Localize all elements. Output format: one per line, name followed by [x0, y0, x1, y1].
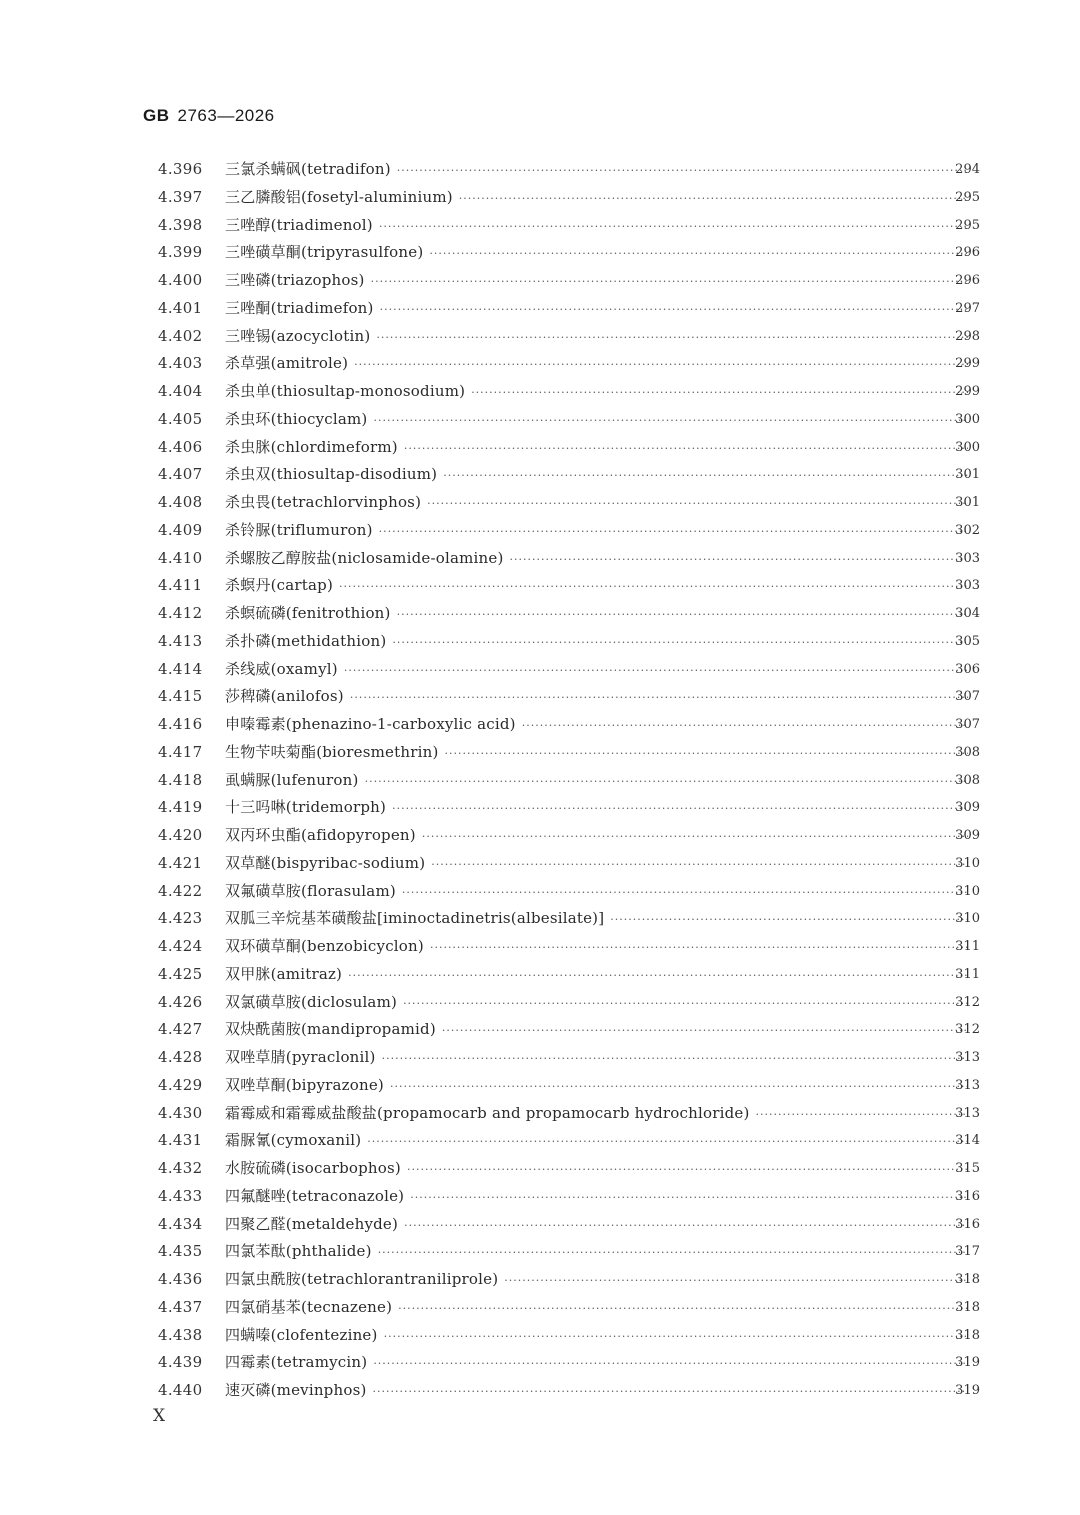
toc-entry-number: 4.408	[158, 493, 203, 511]
toc-entry-title: 双氟磺草胺(florasulam)	[225, 881, 396, 900]
toc-entry-number: 4.402	[158, 326, 203, 345]
toc-entry-title-group	[225, 878, 968, 907]
toc-entry-page: 304	[955, 606, 980, 621]
toc-entry[interactable]	[0, 212, 1080, 240]
toc-entry-number: 4.405	[158, 409, 203, 428]
toc-entry[interactable]	[0, 989, 1080, 1017]
toc-dot-leader	[397, 601, 968, 629]
toc-entry-title: 三乙膦酸铝(fosetyl-aluminium)	[225, 187, 453, 206]
toc-dot-leader	[422, 823, 968, 851]
toc-entry-title: 霜霉威和霜霉威盐酸盐(propamocarb and propamocarb hydrochloride)	[225, 1103, 750, 1122]
toc-entry-title: 生物苄呋菊酯(bioresmethrin)	[225, 742, 439, 761]
toc-entry-number: 4.417	[158, 742, 203, 761]
toc-entry-number: 4.420	[158, 826, 203, 844]
toc-dot-leader	[376, 324, 968, 352]
toc-entry-number: 4.439	[158, 1353, 203, 1372]
toc-entry-title: 霜脲氰(cymoxanil)	[225, 1131, 362, 1150]
toc-entry[interactable]	[0, 1072, 1080, 1100]
page-number: X	[153, 1406, 166, 1426]
toc-entry-title-group	[225, 600, 968, 629]
toc-entry[interactable]	[0, 517, 1080, 545]
toc-entry-title-group	[225, 267, 968, 296]
toc-entry-number: 4.440	[158, 1381, 203, 1399]
toc-entry[interactable]	[0, 628, 1080, 656]
toc-entry-title: 双胍三辛烷基苯磺酸盐[iminoctadinetris(albesilate)]	[225, 909, 605, 928]
toc-entry-title: 十三吗啉(tridemorph)	[225, 798, 387, 817]
toc-dot-leader	[610, 906, 968, 934]
toc-entry[interactable]	[0, 850, 1080, 878]
toc-entry-number: 4.400	[158, 271, 203, 289]
toc-entry-number: 4.427	[158, 1020, 203, 1039]
toc-entry-number: 4.429	[158, 1075, 203, 1094]
toc-entry-page: 299	[955, 356, 980, 372]
toc-entry-page: 295	[955, 217, 980, 233]
toc-entry-page: 306	[955, 661, 980, 677]
toc-entry-title-group	[225, 295, 968, 324]
toc-entry[interactable]	[0, 794, 1080, 822]
toc-entry-title-group	[225, 905, 968, 934]
toc-entry-number: 4.398	[158, 215, 203, 234]
toc-entry-title-group	[225, 184, 968, 213]
toc-entry-title-group	[225, 1044, 968, 1073]
toc-entry-title: 四氯苯酞(phthalide)	[225, 1242, 372, 1261]
toc-entry-number: 4.414	[158, 659, 203, 678]
toc-entry-title-group	[225, 933, 968, 962]
toc-entry-page: 297	[955, 300, 980, 316]
toc-entry[interactable]	[0, 406, 1080, 434]
toc-entry-number: 4.428	[158, 1048, 203, 1066]
toc-dot-leader	[443, 462, 968, 490]
toc-entry[interactable]	[0, 350, 1080, 378]
toc-entry-title: 三唑酮(triadimefon)	[225, 298, 374, 317]
toc-entry-title: 三唑磺草酮(tripyrasulfone)	[225, 243, 424, 262]
toc-entry-number: 4.423	[158, 909, 203, 928]
toc-dot-leader	[431, 851, 968, 879]
toc-dot-leader	[756, 1101, 968, 1129]
toc-entry[interactable]	[0, 461, 1080, 489]
toc-entry-page: 308	[955, 744, 980, 760]
toc-entry-page: 318	[955, 1327, 980, 1343]
toc-entry-title-group	[225, 1294, 968, 1323]
toc-dot-leader	[365, 768, 968, 796]
toc-dot-leader	[379, 518, 968, 546]
toc-dot-leader	[390, 1073, 968, 1101]
toc-entry-number: 4.434	[158, 1214, 203, 1233]
toc-entry-page: 307	[955, 717, 980, 732]
toc-entry-title: 三唑磷(triazophos)	[225, 271, 365, 289]
toc-entry[interactable]	[0, 878, 1080, 906]
toc-entry-title-group	[225, 461, 968, 490]
toc-entry-title: 杀虫畏(tetrachlorvinphos)	[225, 493, 422, 511]
toc-dot-leader	[442, 1017, 968, 1045]
toc-dot-leader	[445, 740, 969, 768]
toc-entry-page: 301	[955, 467, 980, 483]
standard-code: GB	[143, 106, 170, 125]
toc-entry-page: 316	[955, 1188, 980, 1204]
toc-entry[interactable]	[0, 489, 1080, 517]
toc-entry-title: 双草醚(bispyribac-sodium)	[225, 853, 426, 872]
toc-dot-leader	[404, 435, 968, 463]
toc-entry[interactable]	[0, 545, 1080, 573]
toc-entry[interactable]	[0, 1155, 1080, 1183]
toc-dot-leader	[430, 934, 968, 962]
toc-entry-title-group	[225, 739, 968, 768]
toc-entry-title-group	[225, 350, 968, 379]
toc-entry-title-group	[225, 656, 968, 685]
toc-entry-title-group	[225, 1183, 968, 1212]
toc-dot-leader	[350, 684, 968, 712]
toc-entry-page: 300	[955, 439, 980, 455]
toc-entry[interactable]	[0, 434, 1080, 462]
toc-entry-title: 杀虫环(thiocyclam)	[225, 409, 368, 428]
toc-dot-leader	[373, 407, 968, 435]
toc-entry-title-group	[225, 1100, 968, 1129]
toc-entry-title: 杀虫脒(chlordimeform)	[225, 437, 398, 456]
toc-entry-title: 杀铃脲(triflumuron)	[225, 520, 373, 539]
toc-entry-title: 虱螨脲(lufenuron)	[225, 770, 359, 789]
toc-entry-title: 双唑草酮(bipyrazone)	[225, 1075, 384, 1094]
toc-entry[interactable]	[0, 961, 1080, 989]
toc-entry-number: 4.438	[158, 1325, 203, 1344]
toc-entry[interactable]	[0, 1044, 1080, 1072]
toc-dot-leader	[392, 629, 968, 657]
toc-entry-number: 4.407	[158, 465, 203, 484]
toc-entry-title-group	[225, 406, 968, 435]
toc-entry-page: 310	[955, 911, 980, 927]
toc-entry-page: 296	[955, 273, 980, 288]
toc-entry-page: 309	[955, 800, 980, 816]
toc-entry-number: 4.430	[158, 1103, 203, 1122]
toc-entry-number: 4.396	[158, 160, 203, 178]
toc-entry-title: 四霉素(tetramycin)	[225, 1353, 368, 1372]
toc-entry-number: 4.406	[158, 437, 203, 456]
toc-entry-page: 307	[955, 689, 980, 705]
toc-entry-number: 4.397	[158, 187, 203, 206]
toc-entry-title-group	[225, 628, 968, 657]
toc-entry[interactable]	[0, 1294, 1080, 1322]
toc-entry[interactable]	[0, 1127, 1080, 1155]
toc-dot-leader	[398, 1295, 968, 1323]
toc-entry-page: 310	[955, 883, 980, 899]
toc-entry-page: 305	[955, 633, 980, 649]
toc-entry-page: 294	[955, 162, 980, 177]
toc-entry-title-group	[225, 767, 968, 796]
toc-dot-leader	[371, 268, 968, 296]
toc-entry[interactable]	[0, 295, 1080, 323]
toc-entry-title-group	[225, 1238, 968, 1267]
toc-entry-title: 双氯磺草胺(diclosulam)	[225, 992, 398, 1011]
toc-entry-title: 三氯杀螨砜(tetradifon)	[225, 160, 391, 178]
toc-entry-page: 309	[955, 828, 980, 843]
toc-entry-title-group	[225, 572, 968, 601]
toc-entry-number: 4.412	[158, 604, 203, 622]
toc-entry-title: 四氯硝基苯(tecnazene)	[225, 1297, 393, 1316]
toc-entry-number: 4.424	[158, 937, 203, 955]
toc-entry-page: 299	[955, 384, 980, 399]
toc-entry[interactable]	[0, 683, 1080, 711]
toc-entry-number: 4.403	[158, 354, 203, 373]
toc-dot-leader	[380, 296, 968, 324]
toc-entry-title: 水胺硫磷(isocarbophos)	[225, 1159, 401, 1177]
toc-dot-leader	[522, 712, 968, 740]
toc-entry-page: 310	[955, 855, 980, 871]
toc-entry-title-group	[225, 1155, 968, 1184]
toc-entry[interactable]	[0, 1266, 1080, 1294]
toc-entry-title-group	[225, 239, 968, 268]
toc-entry-title: 四螨嗪(clofentezine)	[225, 1325, 378, 1344]
toc-dot-leader	[403, 990, 968, 1018]
toc-entry-title: 双唑草腈(pyraclonil)	[225, 1048, 376, 1066]
toc-entry-page: 312	[955, 1022, 980, 1038]
toc-entry-page: 311	[955, 966, 980, 982]
toc-entry[interactable]	[0, 1238, 1080, 1266]
toc-dot-leader	[354, 351, 968, 379]
toc-entry-title: 三唑锡(azocyclotin)	[225, 326, 371, 345]
toc-entry-title: 四氯虫酰胺(tetrachlorantraniliprole)	[225, 1270, 499, 1288]
toc-entry-page: 319	[955, 1383, 980, 1398]
toc-entry-title-group	[225, 434, 968, 463]
toc-entry-number: 4.411	[158, 576, 203, 595]
toc-dot-leader	[397, 157, 968, 185]
toc-entry-title-group	[225, 850, 968, 879]
toc-entry-page: 319	[955, 1355, 980, 1371]
toc-entry-number: 4.426	[158, 992, 203, 1011]
toc-entry-number: 4.421	[158, 853, 203, 872]
toc-entry-page: 318	[955, 1299, 980, 1315]
toc-entry[interactable]	[0, 1211, 1080, 1239]
toc-entry-number: 4.422	[158, 881, 203, 900]
toc-entry-title-group	[225, 1016, 968, 1045]
toc-entry-number: 4.401	[158, 298, 203, 317]
toc-entry[interactable]	[0, 739, 1080, 767]
toc-dot-leader	[384, 1323, 968, 1351]
toc-entry[interactable]	[0, 822, 1080, 850]
toc-dot-leader	[382, 1045, 968, 1073]
toc-entry-page: 298	[955, 328, 980, 344]
toc-entry[interactable]	[0, 656, 1080, 684]
table-of-contents	[0, 156, 1080, 1405]
toc-entry-number: 4.432	[158, 1159, 203, 1177]
toc-entry-page: 313	[955, 1077, 980, 1093]
toc-entry-title-group	[225, 1072, 968, 1101]
toc-entry-title-group	[225, 794, 968, 823]
toc-entry[interactable]	[0, 239, 1080, 267]
toc-entry-page: 318	[955, 1272, 980, 1287]
toc-entry-title: 三唑醇(triadimenol)	[225, 215, 373, 234]
toc-entry-title-group	[225, 989, 968, 1018]
toc-entry-number: 4.413	[158, 631, 203, 650]
toc-entry-title-group	[225, 1377, 968, 1406]
toc-entry[interactable]	[0, 1349, 1080, 1377]
toc-entry-page: 317	[955, 1244, 980, 1260]
toc-entry-title-group	[225, 212, 968, 241]
toc-entry-title: 双丙环虫酯(afidopyropen)	[225, 826, 416, 844]
toc-entry-title: 四聚乙醛(metaldehyde)	[225, 1214, 399, 1233]
toc-entry-number: 4.431	[158, 1131, 203, 1150]
toc-dot-leader	[373, 1378, 968, 1406]
toc-dot-leader	[344, 657, 968, 685]
toc-entry-title: 杀虫单(thiosultap-monosodium)	[225, 382, 466, 400]
toc-entry-title: 杀扑磷(methidathion)	[225, 631, 387, 650]
toc-entry-page: 312	[955, 994, 980, 1010]
toc-entry[interactable]	[0, 933, 1080, 961]
toc-entry-number: 4.399	[158, 243, 203, 262]
toc-entry-page: 313	[955, 1050, 980, 1065]
toc-entry-page: 295	[955, 189, 980, 205]
toc-entry-title: 杀草强(amitrole)	[225, 354, 349, 373]
toc-entry-page: 314	[955, 1133, 980, 1149]
standard-number: 2763—2026	[177, 106, 275, 125]
toc-entry-title-group	[225, 517, 968, 546]
toc-entry-page: 311	[955, 939, 980, 954]
toc-entry[interactable]	[0, 572, 1080, 600]
toc-entry[interactable]	[0, 767, 1080, 795]
toc-entry[interactable]	[0, 1322, 1080, 1350]
toc-dot-leader	[471, 379, 968, 407]
toc-entry-page: 303	[955, 578, 980, 594]
toc-entry-number: 4.418	[158, 770, 203, 789]
toc-entry-title-group	[225, 1349, 968, 1378]
toc-dot-leader	[379, 213, 968, 241]
toc-dot-leader	[348, 962, 968, 990]
toc-entry-title: 双环磺草酮(benzobicyclon)	[225, 937, 424, 955]
toc-entry-title: 杀螟丹(cartap)	[225, 576, 333, 595]
toc-entry[interactable]	[0, 378, 1080, 406]
toc-entry-title-group	[225, 156, 968, 185]
toc-entry-number: 4.419	[158, 798, 203, 817]
toc-entry-number: 4.425	[158, 964, 203, 983]
toc-dot-leader	[392, 795, 968, 823]
toc-entry[interactable]	[0, 1100, 1080, 1128]
toc-dot-leader	[339, 573, 968, 601]
toc-entry-page: 313	[955, 1105, 980, 1121]
toc-entry-title-group	[225, 961, 968, 990]
toc-entry[interactable]	[0, 1183, 1080, 1211]
toc-entry-title-group	[225, 711, 968, 740]
toc-entry[interactable]	[0, 905, 1080, 933]
toc-entry-number: 4.404	[158, 382, 203, 400]
toc-entry-title: 双甲脒(amitraz)	[225, 964, 343, 983]
toc-entry-page: 296	[955, 245, 980, 261]
toc-dot-leader	[410, 1184, 968, 1212]
toc-entry[interactable]	[0, 1377, 1080, 1405]
toc-entry-title: 四氟醚唑(tetraconazole)	[225, 1186, 405, 1205]
toc-entry-title: 杀线威(oxamyl)	[225, 659, 338, 678]
toc-entry-title-group	[225, 822, 968, 851]
toc-entry[interactable]	[0, 184, 1080, 212]
toc-entry-title: 杀螟硫磷(fenitrothion)	[225, 604, 391, 622]
toc-dot-leader	[429, 240, 968, 268]
toc-entry-title: 申嗪霉素(phenazino-1-carboxylic acid)	[225, 715, 516, 733]
toc-entry-page: 302	[955, 522, 980, 538]
toc-entry-page: 301	[955, 495, 980, 510]
toc-entry-number: 4.433	[158, 1186, 203, 1205]
toc-dot-leader	[510, 546, 968, 574]
toc-entry[interactable]	[0, 267, 1080, 295]
toc-entry-title: 莎稗磷(anilofos)	[225, 687, 344, 706]
toc-entry-title-group	[225, 489, 968, 518]
toc-entry-page: 300	[955, 411, 980, 427]
toc-dot-leader	[378, 1239, 968, 1267]
toc-entry-title-group	[225, 1266, 968, 1295]
toc-dot-leader	[402, 879, 968, 907]
toc-entry-title: 双炔酰菌胺(mandipropamid)	[225, 1020, 436, 1039]
toc-entry-number: 4.410	[158, 548, 203, 567]
toc-entry-title-group	[225, 378, 968, 407]
toc-entry-number: 4.436	[158, 1270, 203, 1288]
toc-entry[interactable]	[0, 323, 1080, 351]
toc-entry-title: 杀螺胺乙醇胺盐(niclosamide-olamine)	[225, 548, 504, 567]
toc-entry-number: 4.415	[158, 687, 203, 706]
toc-dot-leader	[459, 185, 968, 213]
toc-entry-title-group	[225, 1322, 968, 1351]
toc-entry-page: 315	[955, 1161, 980, 1176]
toc-entry-page: 303	[955, 550, 980, 566]
toc-entry[interactable]	[0, 1016, 1080, 1044]
toc-entry-title: 杀虫双(thiosultap-disodium)	[225, 465, 438, 484]
toc-entry-page: 308	[955, 772, 980, 788]
toc-entry[interactable]	[0, 600, 1080, 628]
toc-entry-number: 4.409	[158, 520, 203, 539]
toc-dot-leader	[373, 1350, 968, 1378]
toc-entry-title: 速灭磷(mevinphos)	[225, 1381, 367, 1399]
toc-entry-title-group	[225, 1211, 968, 1240]
toc-dot-leader	[504, 1267, 968, 1295]
toc-dot-leader	[407, 1156, 968, 1184]
toc-entry-page: 316	[955, 1216, 980, 1232]
toc-entry-number: 4.435	[158, 1242, 203, 1261]
toc-entry-title-group	[225, 1127, 968, 1156]
toc-dot-leader	[404, 1212, 968, 1240]
toc-entry-title-group	[225, 545, 968, 574]
toc-entry-title-group	[225, 683, 968, 712]
toc-entry[interactable]	[0, 711, 1080, 739]
toc-dot-leader	[367, 1128, 968, 1156]
toc-entry-number: 4.437	[158, 1297, 203, 1316]
document-header	[143, 106, 275, 126]
toc-dot-leader	[427, 490, 968, 518]
toc-entry-title-group	[225, 323, 968, 352]
toc-entry-number: 4.416	[158, 715, 203, 733]
toc-entry[interactable]	[0, 156, 1080, 184]
